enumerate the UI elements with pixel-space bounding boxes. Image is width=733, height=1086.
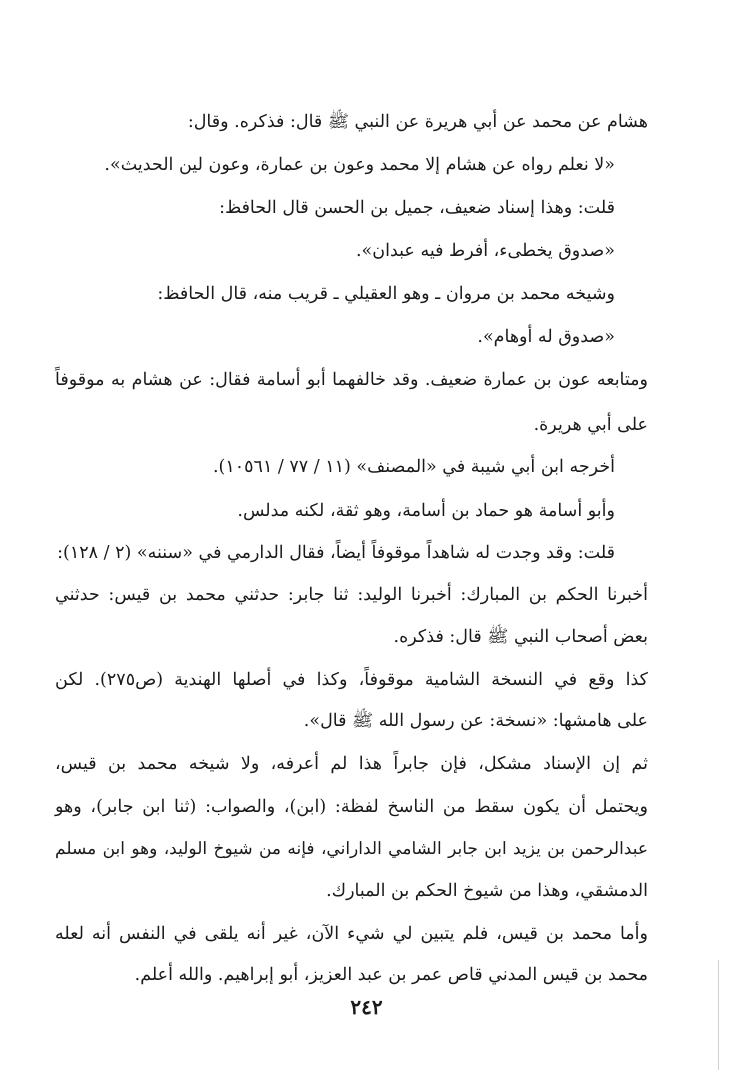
text-line-12: أخبرنا الحكم بن المبارك: أخبرنا الوليد: ثنا جابر: حدثني محمد بن قيس: حدثني: [55, 585, 648, 605]
text-line-20: وأما محمد بن قيس، فلم يتبين لي شيء الآن، غير أنه يلقى في النفس أنه لعله: [55, 924, 648, 944]
scan-edge-divider: [718, 960, 719, 1070]
text-line-15: على هامشها: «نسخة: عن رسول الله ﷺ قال».: [303, 711, 648, 731]
page-number: ٢٤٢: [350, 995, 383, 1019]
text-line-21: محمد بن قيس المدني قاص عمر بن عبد العزيز، أبو إبراهيم. والله أعلم.: [134, 965, 648, 985]
text-line-2: «لا نعلم رواه عن هشام إلا محمد وعون بن عمارة، وعون لين الحديث».: [104, 155, 615, 175]
text-line-10: وأبو أسامة هو حماد بن أسامة، وهو ثقة، لكنه مدلس.: [237, 501, 615, 521]
text-line-3: قلت: وهذا إسناد ضعيف، جميل بن الحسن قال الحافظ:: [219, 198, 615, 218]
text-line-14: كذا وقع في النسخة الشامية موقوفاً، وكذا في أصلها الهندية (ص٢٧٥). لكن: [55, 670, 648, 690]
text-line-18: عبدالرحمن بن يزيد ابن جابر الشامي الداراني، فإنه من شيوخ الوليد، وهو ابن مسلم: [55, 839, 648, 859]
text-line-8: على أبي هريرة.: [533, 415, 648, 435]
text-line-1: هشام عن محمد عن أبي هريرة عن النبي ﷺ قال: فذكره. وقال:: [187, 112, 648, 132]
text-line-11: قلت: وقد وجدت له شاهداً موقوفاً أيضاً، فقال الدارمي في «سننه» (٢ / ١٢٨):: [57, 543, 615, 563]
text-line-13: بعض أصحاب النبي ﷺ قال: فذكره.: [393, 627, 648, 647]
text-line-19: الدمشقي، وهذا من شيوخ الحكم بن المبارك.: [326, 881, 648, 901]
text-line-9: أخرجه ابن أبي شيبة في «المصنف» (١١ / ٧٧ / ١٠٥٦١).: [212, 457, 615, 477]
text-line-4: «صدوق يخطىء، أفرط فيه عبدان».: [355, 241, 615, 261]
text-line-16: ثم إن الإسناد مشكل، فإن جابراً هذا لم أعرفه، ولا شيخه محمد بن قيس،: [55, 754, 648, 774]
text-line-5: وشيخه محمد بن مروان ـ وهو العقيلي ـ قريب منه، قال الحافظ:: [157, 284, 615, 304]
text-line-7: ومتابعه عون بن عمارة ضعيف. وقد خالفهما أبو أسامة فقال: عن هشام به موقوفاً: [55, 370, 648, 390]
text-line-6: «صدوق له أوهام».: [477, 327, 615, 347]
text-line-17: ويحتمل أن يكون سقط من الناسخ لفظة: (ابن)، والصواب: (ثنا ابن جابر)، وهو: [55, 797, 648, 817]
